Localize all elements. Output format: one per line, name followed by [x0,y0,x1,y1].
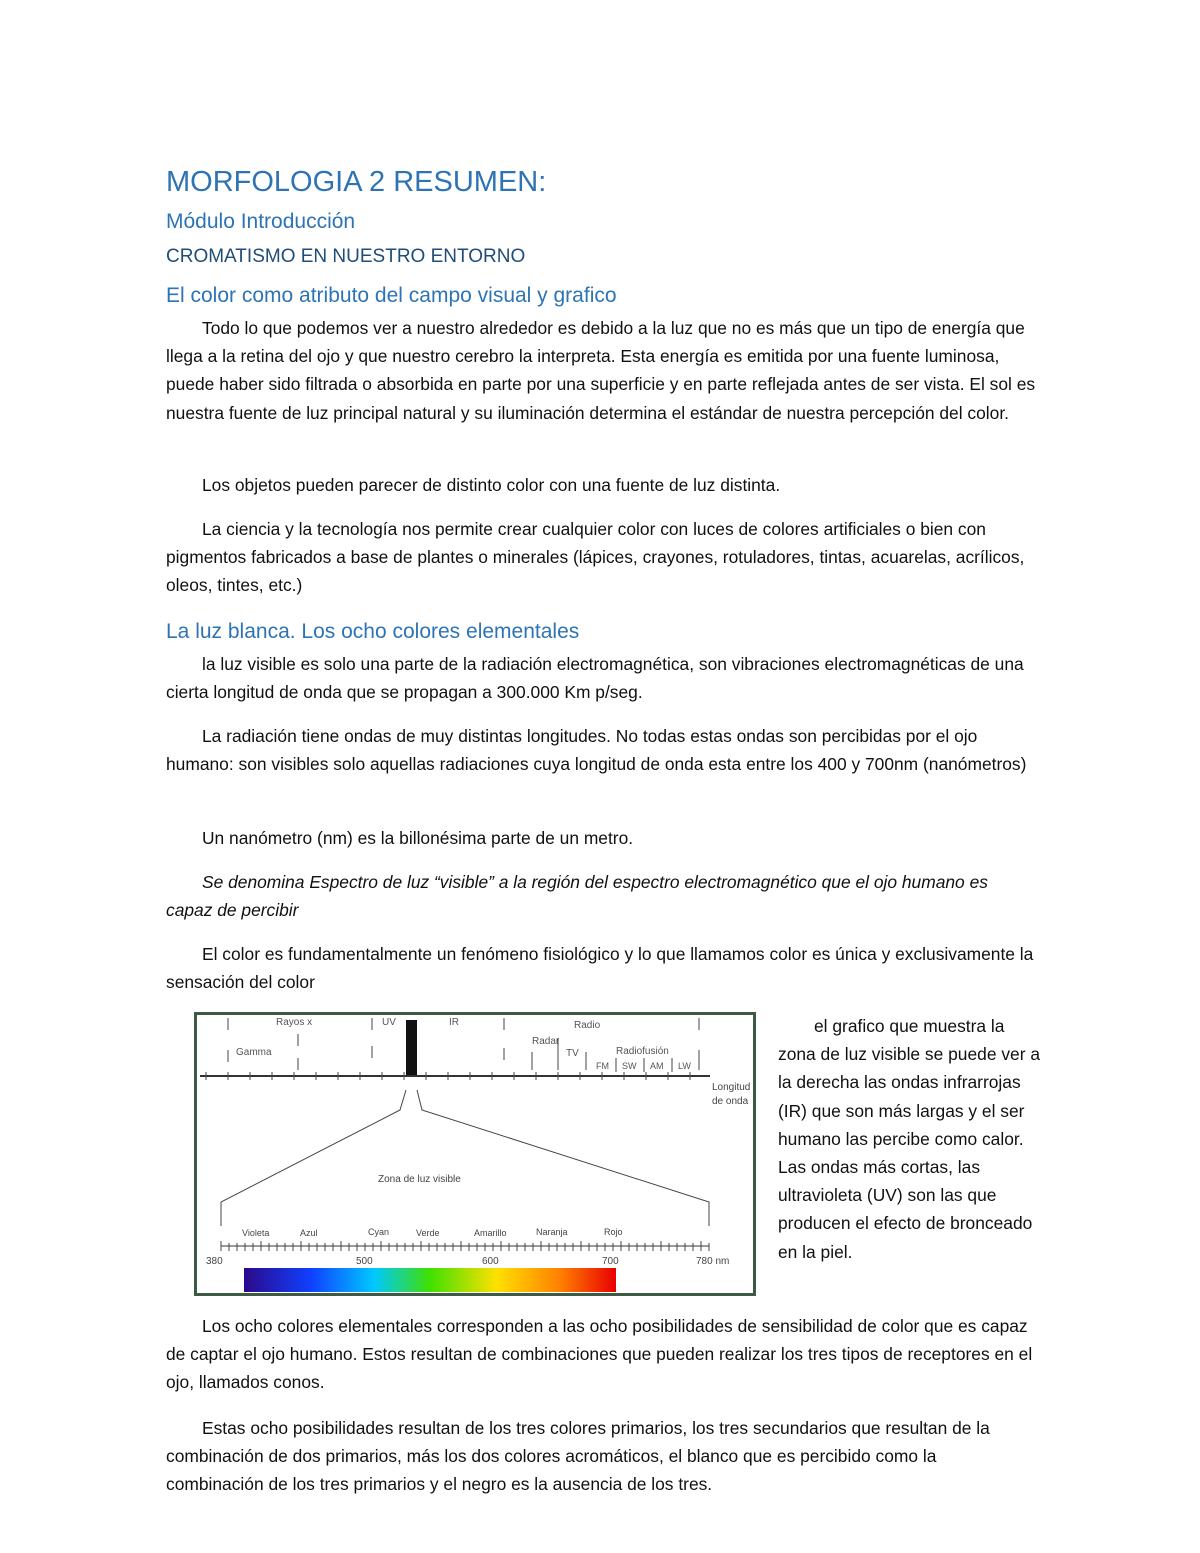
color-label-amarillo: Amarillo [474,1228,507,1238]
paragraph-physiological: El color es fundamentalmente un fenómeno fisiológico y lo que llamamos color es única y exclusivamente la sensación del color [166,944,1034,993]
paragraph-objects-color: Los objetos pueden parecer de distinto color con una fuente de luz distinta. [202,475,781,495]
page-title: MORFOLOGIA 2 RESUMEN: [166,166,547,198]
tick-label-500: 500 [356,1256,373,1267]
color-label-azul: Azul [300,1228,318,1238]
color-label-cyan: Cyan [368,1227,390,1237]
paragraph-visible-spectrum: Se denomina Espectro de luz “visible” a la región del espectro electromagnético que el ojo humano es capaz de percibir [166,872,988,921]
paragraph-visible-light: la luz visible es solo una parte de la radiación electromagnética, son vibraciones electromagnéticas de una cierta longitud de onda que se propagan a 300.000 Km p/seg. [166,654,1024,703]
electromagnetic-spectrum-figure [194,1012,756,1296]
figure-side-note: el grafico que muestra la zona de luz visible se puede ver a la derecha las ondas infrarrojas (IR) que son más largas y el ser humano las percibe como calor. Las ondas más cortas, las ultravioleta (UV) son las que producen el efecto de bronceado en la piel. [778,1016,1040,1262]
paragraph-radiation: La radiación tiene ondas de muy distintas longitudes. No todas estas ondas son percibidas por el ojo humano: son visibles solo aquellas radiaciones cuya longitud de onda esta entre los 400 y 700nm (nanómetros) [166,726,1027,775]
figure-frame [196,1014,755,1295]
heading-white-light: La luz blanca. Los ocho colores elementales [166,620,580,643]
label-ir: IR [449,1017,459,1028]
paragraph-eight-possibilities: Estas ocho posibilidades resultan de los tres colores primarios, los tres secundarios que resultan de la combinación de dos primarios, más los dos colores acromáticos, el blanco que es percibido como la combinación de los tres primarios y el negro es la ausencia de los tres. [166,1418,990,1495]
label-radiofusion: Radiofusión [616,1046,669,1057]
paragraph-science-technology: La ciencia y la tecnología nos permite crear cualquier color con luces de colores artificiales o bien con pigmentos fabricados a base de plantes o minerales (lápices, crayones, rotuladores, tintas, acuarelas, acrílicos, oleos, tintes, etc.) [166,519,1025,596]
paragraph-nanometer: Un nanómetro (nm) es la billonésima parte de un metro. [202,828,634,848]
label-fm: FM [596,1061,609,1071]
label-lw: LW [678,1061,691,1071]
color-label-naranja: Naranja [536,1227,568,1237]
tick-label-380: 380 [206,1256,223,1267]
section-heading: CROMATISMO EN NUESTRO ENTORNO [166,246,526,267]
color-label-rojo: Rojo [604,1227,623,1237]
tick-label-600: 600 [482,1256,499,1267]
label-radar: Radar [532,1036,560,1047]
axis-label-line1: Longitud [712,1082,751,1093]
visible-band-marker [406,1020,417,1075]
module-heading: Módulo Introducción [166,210,356,233]
paragraph-eight-colors: Los ocho colores elementales corresponden a las ocho posibilidades de sensibilidad de color que es capaz de captar el ojo humano. Estos resultan de combinaciones que pueden realizar los tres tipos de receptores en el ojo, llamados conos. [166,1316,1033,1393]
label-rayos-x: Rayos x [276,1017,313,1028]
paragraph-light-energy: Todo lo que podemos ver a nuestro alrededor es debido a la luz que no es más que un tipo de energía que llega a la retina del ojo y que nuestro cerebro la interpreta. Esta energía es emitida por una fuente luminosa, puede haber sido filtrada o absorbida en parte por una superficie y en parte reflejada antes de ser vista. El sol es nuestra fuente de luz principal natural y su iluminación determina el estándar de nuestra percepción del color. [166,318,1036,423]
tick-label-780: 780 nm [696,1256,730,1267]
label-uv: UV [382,1017,396,1028]
label-tv: TV [566,1048,579,1059]
color-label-violeta: Violeta [242,1228,270,1238]
visible-spectrum-bar [244,1268,616,1292]
label-radio: Radio [574,1020,601,1031]
color-label-verde: Verde [416,1228,440,1238]
label-gamma: Gamma [236,1047,272,1058]
axis-label-line2: de onda [712,1096,749,1107]
tick-label-700: 700 [602,1256,619,1267]
label-am: AM [650,1061,664,1071]
heading-color-attribute: El color como atributo del campo visual y grafico [166,284,617,307]
visible-zone-label: Zona de luz visible [378,1174,461,1185]
label-sw: SW [622,1061,637,1071]
